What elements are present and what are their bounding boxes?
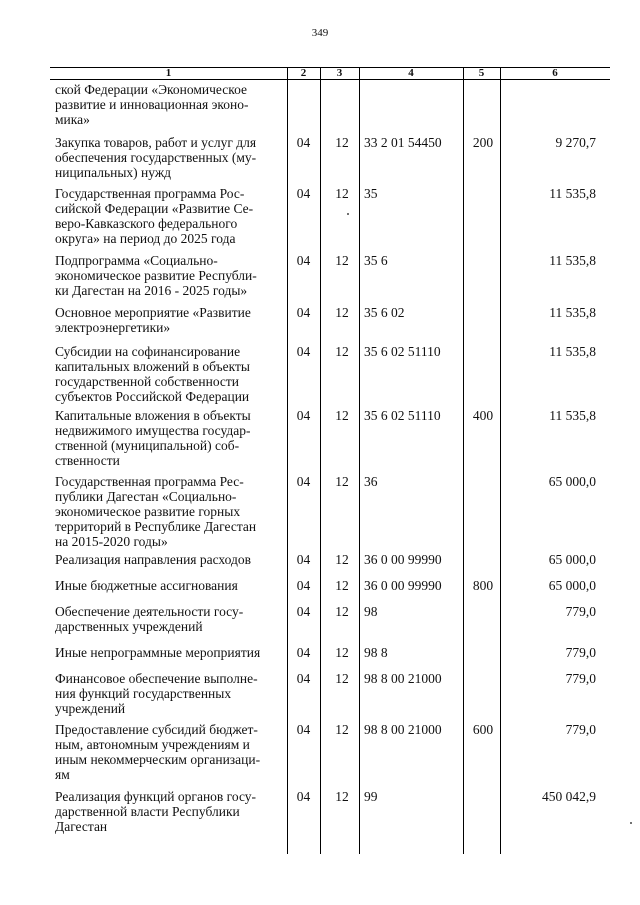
column-divider — [500, 67, 501, 854]
cell-section: 04 — [296, 671, 311, 686]
cell-section: 04 — [296, 722, 311, 737]
cell-section: 04 — [296, 474, 311, 489]
column-divider — [287, 67, 288, 854]
cell-amount: 65 000,0 — [548, 552, 596, 567]
cell-subsection: 12 — [335, 645, 349, 660]
cell-subsection: 12 — [335, 578, 349, 593]
cell-subsection: 12 — [335, 305, 349, 320]
cell-section: 04 — [296, 604, 311, 619]
cell-target-article: 36 — [364, 474, 378, 489]
cell-amount: 11 535,8 — [549, 344, 596, 359]
page-number: 349 — [311, 27, 329, 39]
cell-subsection: 12 — [335, 135, 349, 150]
cell-amount: 11 535,8 — [549, 408, 596, 423]
scan-speck — [347, 213, 349, 215]
row-name: Капитальные вложения в объекты недвижимого имущества государ- ственной (муниципальной) соб- ственности — [55, 408, 251, 468]
column-header: 4 — [408, 67, 414, 79]
cell-section: 04 — [296, 305, 311, 320]
cell-subsection: 12 — [335, 604, 349, 619]
cell-target-article: 35 6 — [364, 253, 388, 268]
cell-expense-type: 400 — [472, 408, 494, 423]
cell-section: 04 — [296, 578, 311, 593]
column-divider — [320, 67, 321, 854]
column-header: 2 — [300, 67, 307, 79]
cell-section: 04 — [296, 408, 311, 423]
cell-subsection: 12 — [335, 408, 349, 423]
column-header: 5 — [478, 67, 485, 79]
cell-subsection: 12 — [335, 552, 349, 567]
row-name: Основное мероприятие «Развитие электроэнергетики» — [55, 305, 251, 335]
cell-section: 04 — [296, 344, 311, 359]
row-name: Обеспечение деятельности госу- дарственных учреждений — [55, 604, 244, 634]
cell-subsection: 12 — [335, 722, 349, 737]
cell-target-article: 36 0 00 99990 — [364, 552, 442, 567]
scan-speck — [630, 822, 632, 824]
row-name: Закупка товаров, работ и услуг для обеспечения государственных (му- ниципальных) нужд — [55, 135, 257, 180]
column-header: 6 — [552, 67, 558, 79]
cell-subsection: 12 — [335, 789, 349, 804]
cell-target-article: 98 — [364, 604, 378, 619]
cell-section: 04 — [296, 789, 311, 804]
row-name: Иные бюджетные ассигнования — [55, 578, 238, 593]
cell-target-article: 98 8 — [364, 645, 388, 660]
row-name: Государственная программа Рес- публики Дагестан «Социально- экономическое развитие горных территорий в Республике Дагестан на 2015-2020 годы» — [55, 474, 257, 549]
row-name: Подпрограмма «Социально- экономическое развитие Республи- ки Дагестан на 2016 - 2025 годы» — [55, 253, 257, 298]
cell-amount: 779,0 — [565, 645, 596, 660]
row-name: Государственная программа Рос- сийской Федерации «Развитие Се- веро-Кавказского федерального округа» на период до 2025 года — [55, 186, 254, 246]
cell-target-article: 35 6 02 51110 — [364, 344, 441, 359]
cell-section: 04 — [296, 552, 311, 567]
cell-amount: 65 000,0 — [548, 578, 596, 593]
cell-target-article: 35 6 02 — [364, 305, 405, 320]
row-name: Предоставление субсидий бюджет- ным, автономным учреждениям и иным некоммерческим организаци- ям — [55, 722, 261, 782]
cell-amount: 779,0 — [565, 671, 596, 686]
row-name: Реализация направления расходов — [55, 552, 252, 567]
cell-amount: 11 535,8 — [549, 253, 596, 268]
cell-subsection: 12 — [335, 253, 349, 268]
cell-target-article: 33 2 01 54450 — [364, 135, 442, 150]
cell-target-article: 99 — [364, 789, 378, 804]
cell-target-article: 36 0 00 99990 — [364, 578, 442, 593]
row-name: Иные непрограммные мероприятия — [55, 645, 261, 660]
column-header: 3 — [336, 67, 343, 79]
cell-target-article: 35 6 02 51110 — [364, 408, 441, 423]
cell-amount: 9 270,7 — [555, 135, 596, 150]
row-name: Финансовое обеспечение выполне- ния функций государственных учреждений — [55, 671, 258, 716]
cell-section: 04 — [296, 645, 311, 660]
cell-subsection: 12 — [335, 474, 349, 489]
cell-expense-type: 200 — [472, 135, 494, 150]
cell-subsection: 12 — [335, 671, 349, 686]
column-header: 1 — [165, 67, 172, 79]
cell-target-article: 35 — [364, 186, 378, 201]
table-header-rule — [50, 79, 610, 80]
cell-expense-type: 800 — [472, 578, 494, 593]
row-name: ской Федерации «Экономическое развитие и инновационная эконо- мика» — [55, 82, 249, 127]
cell-target-article: 98 8 00 21000 — [364, 671, 442, 686]
cell-target-article: 98 8 00 21000 — [364, 722, 442, 737]
column-divider — [359, 67, 360, 854]
cell-amount: 450 042,9 — [542, 789, 596, 804]
cell-subsection: 12 — [335, 344, 349, 359]
cell-amount: 11 535,8 — [549, 305, 596, 320]
cell-expense-type: 600 — [472, 722, 494, 737]
cell-subsection: 12 — [335, 186, 349, 201]
cell-section: 04 — [296, 186, 311, 201]
cell-section: 04 — [296, 135, 311, 150]
row-name: Субсидии на софинансирование капитальных вложений в объекты государственной собственности субъектов Российской Федерации — [55, 344, 250, 404]
row-name: Реализация функций органов госу- дарственной власти Республики Дагестан — [55, 789, 257, 834]
cell-amount: 11 535,8 — [549, 186, 596, 201]
cell-amount: 779,0 — [565, 604, 596, 619]
cell-amount: 779,0 — [565, 722, 596, 737]
cell-amount: 65 000,0 — [548, 474, 596, 489]
cell-section: 04 — [296, 253, 311, 268]
